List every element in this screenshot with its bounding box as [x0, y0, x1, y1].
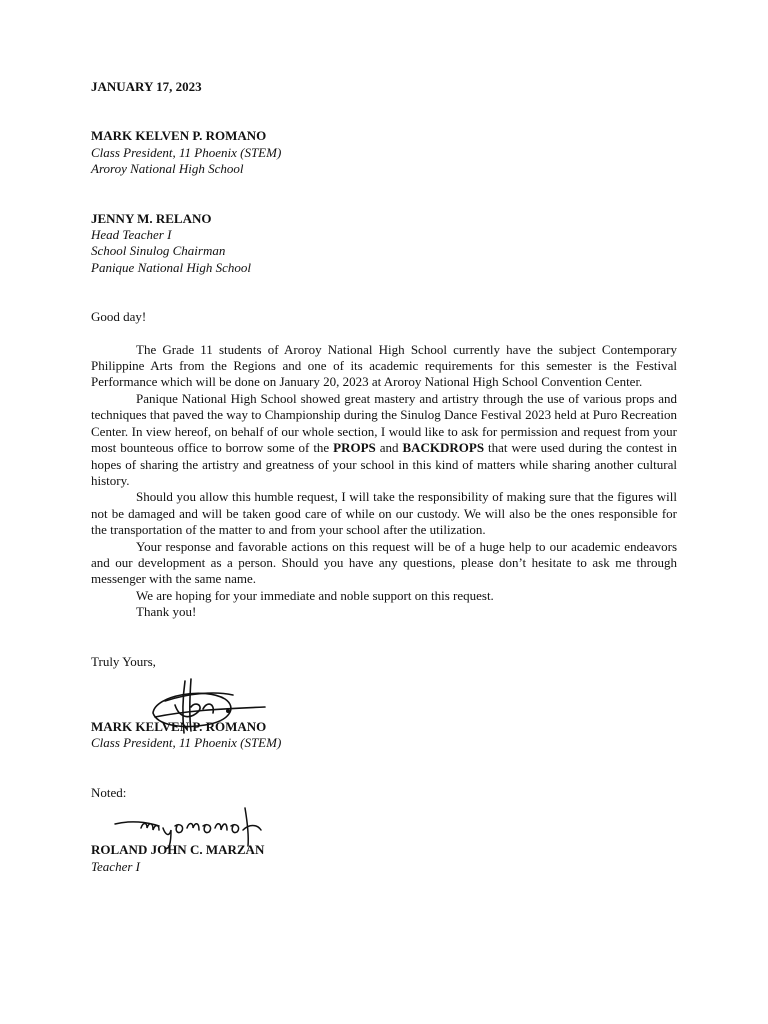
- recipient-school: Panique National High School: [91, 259, 251, 275]
- noted-label: Noted:: [91, 784, 127, 800]
- body-paragraph-4: Your response and favorable actions on this request will be of a huge help to our academic endeavors and our development as a person. Should you have any questions, please don’t hesitate to ask me through messenger with the same name.: [91, 538, 677, 587]
- handwritten-signature-2: [111, 804, 271, 852]
- closing-signature-block: [91, 719, 677, 752]
- letter-body: [91, 342, 677, 621]
- complimentary-close: Truly Yours,: [91, 653, 156, 669]
- closing-signer-name: MARK KELVEN P. ROMANO: [91, 718, 267, 734]
- letter-page: [91, 79, 677, 875]
- recipient-title-1: Head Teacher I: [91, 227, 172, 243]
- body-paragraph-5: We are hoping for your immediate and noble support on this request.: [136, 587, 494, 603]
- body-paragraph-2: [91, 391, 677, 489]
- sender-name: MARK KELVEN P. ROMANO: [91, 128, 267, 144]
- sender-block: [91, 128, 677, 177]
- letter-date: JANUARY 17, 2023: [91, 79, 202, 94]
- body-paragraph-1: The Grade 11 students of Aroroy National High School currently have the subject Contemporary Philippine Arts from the Regions and one of its academic requirements for this semester is the Festival Performance which will be done on January 20, 2023 at Aroroy National High School Convention Center.: [91, 341, 677, 390]
- sender-school: Aroroy National High School: [91, 161, 244, 177]
- body-paragraph-2-text: Panique National High School showed great mastery and artistry through the use of various props and techniques that paved the way to Championship during the Sinulog Dance Festival 2023 held at Puro Recreation Center. In view hereof, on behalf of our whole section, I would like to ask for permission and request from your most bounteous office to borrow some of the: [91, 390, 677, 456]
- handwritten-signature-1: [145, 673, 290, 735]
- noted-signature-block: [91, 842, 677, 875]
- and-text: and: [375, 440, 403, 456]
- greeting: Good day!: [91, 309, 147, 325]
- backdrops-emphasis: BACKDROPS: [402, 440, 485, 456]
- body-paragraph-2-tail: that were used during the contest in hopes of sharing the artistry and greatness of your school in this kind of matters while sharing another cultural history.: [91, 440, 677, 488]
- closing-signer-position: Class President, 11 Phoenix (STEM): [91, 735, 282, 751]
- recipient-block: [91, 211, 677, 277]
- body-paragraph-3: Should you allow this humble request, I will take the responsibility of making sure that the figures will not be damaged and will be taken good care of while on our custody. We will also be the ones responsible for the transportation of the matter to and from your school after the utilization.: [91, 489, 677, 538]
- noted-signer-position: Teacher I: [91, 858, 140, 874]
- recipient-name: JENNY M. RELANO: [91, 210, 212, 226]
- props-emphasis: PROPS: [333, 440, 376, 456]
- sender-position: Class President, 11 Phoenix (STEM): [91, 144, 282, 160]
- recipient-title-2: School Sinulog Chairman: [91, 243, 226, 259]
- body-paragraph-6: Thank you!: [136, 604, 197, 620]
- noted-signer-name: ROLAND JOHN C. MARZAN: [91, 842, 265, 858]
